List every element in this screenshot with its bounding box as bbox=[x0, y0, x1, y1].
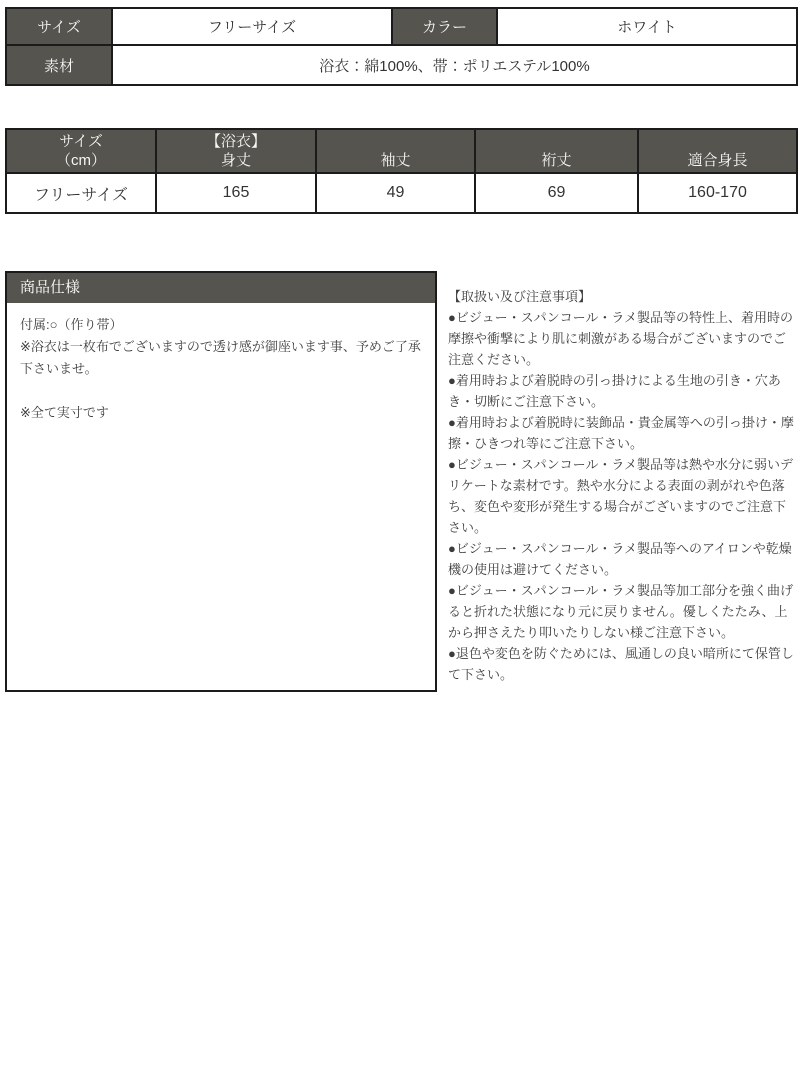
care-notes bbox=[448, 286, 796, 685]
mitake-header-line1: 【浴衣】 bbox=[205, 133, 266, 150]
size-cm-header-line2: （cm） bbox=[56, 152, 106, 169]
size-name-cell: フリーサイズ bbox=[6, 173, 156, 213]
size-chart-data-row bbox=[6, 173, 797, 213]
care-note-accessories: ●着用時および着脱時に装飾品・貴金属等への引っ掛け・摩擦・ひきつれ等にご注意下さい。 bbox=[448, 415, 794, 451]
height-range-header-line2: 適合身長 bbox=[687, 152, 748, 169]
size-chart-table bbox=[5, 128, 798, 214]
sodetake-header-line2: 袖丈 bbox=[380, 152, 411, 169]
sodetake-header-cell bbox=[316, 129, 475, 173]
care-notes-title: 【取扱い及び注意事項】 bbox=[448, 289, 592, 304]
height-range-header-line1 bbox=[639, 132, 796, 151]
mitake-value-cell: 165 bbox=[156, 173, 316, 213]
yukitake-value-cell: 69 bbox=[475, 173, 638, 213]
spec-line-accessory: 付属:○（作り帯） bbox=[20, 317, 123, 332]
product-spec-body bbox=[7, 303, 435, 424]
sodetake-value-cell: 49 bbox=[316, 173, 475, 213]
size-cm-header-line1: サイズ bbox=[59, 133, 103, 150]
info-row-size-color bbox=[6, 8, 797, 45]
spec-line-blank bbox=[20, 380, 421, 402]
yukitake-header-cell bbox=[475, 129, 638, 173]
mitake-header-cell bbox=[156, 129, 316, 173]
product-info-table bbox=[5, 7, 798, 86]
height-range-header-cell bbox=[638, 129, 797, 173]
size-chart-header-row bbox=[6, 129, 797, 173]
care-note-storage: ●退色や変色を防ぐためには、風通しの良い暗所にて保管して下さい。 bbox=[448, 646, 794, 682]
size-cm-header-cell bbox=[6, 129, 156, 173]
color-value-cell: ホワイト bbox=[497, 8, 797, 45]
spec-line-measurements: ※全て実寸です bbox=[20, 405, 109, 420]
care-note-bending: ●ビジュー・スパンコール・ラメ製品等加工部分を強く曲げると折れた状態になり元に戻りません。優しくたたみ、上から押さえたり叩いたりしない様ご注意下さい。 bbox=[448, 583, 793, 640]
care-note-snagging: ●着用時および着脱時の引っ掛けによる生地の引き・穴あき・切断にご注意下さい。 bbox=[448, 373, 781, 409]
yukitake-header-line2: 裄丈 bbox=[541, 152, 572, 169]
spec-line-sheer-notice: ※浴衣は一枚布でございますので透け感が御座います事、予めご了承下さいませ。 bbox=[20, 339, 421, 376]
care-note-heat-moisture: ●ビジュー・スパンコール・ラメ製品等は熱や水分に弱いデリケートな素材です。熱や水分による表面の剥がれや色落ち、変色や変形が発生する場合がございますのでご注意下さい。 bbox=[448, 457, 793, 535]
sodetake-header-line1 bbox=[317, 132, 474, 151]
care-note-friction: ●ビジュー・スパンコール・ラメ製品等の特性上、着用時の摩擦や衝撃により肌に刺激がある場合がございますのでご注意ください。 bbox=[448, 310, 793, 367]
size-label-cell: サイズ bbox=[6, 8, 112, 45]
yukitake-header-line1 bbox=[476, 132, 637, 151]
material-value-cell: 浴衣：綿100%、帯：ポリエステル100% bbox=[112, 45, 797, 85]
product-spec-box bbox=[5, 271, 437, 692]
material-label-cell: 素材 bbox=[6, 45, 112, 85]
care-note-iron-dryer: ●ビジュー・スパンコール・ラメ製品等へのアイロンや乾燥機の使用は避けてください。 bbox=[448, 541, 792, 577]
size-value-cell: フリーサイズ bbox=[112, 8, 392, 45]
color-label-cell: カラー bbox=[392, 8, 497, 45]
product-spec-title: 商品仕様 bbox=[7, 273, 435, 303]
mitake-header-line2: 身丈 bbox=[220, 152, 251, 169]
height-range-value-cell: 160-170 bbox=[638, 173, 797, 213]
info-row-material bbox=[6, 45, 797, 85]
